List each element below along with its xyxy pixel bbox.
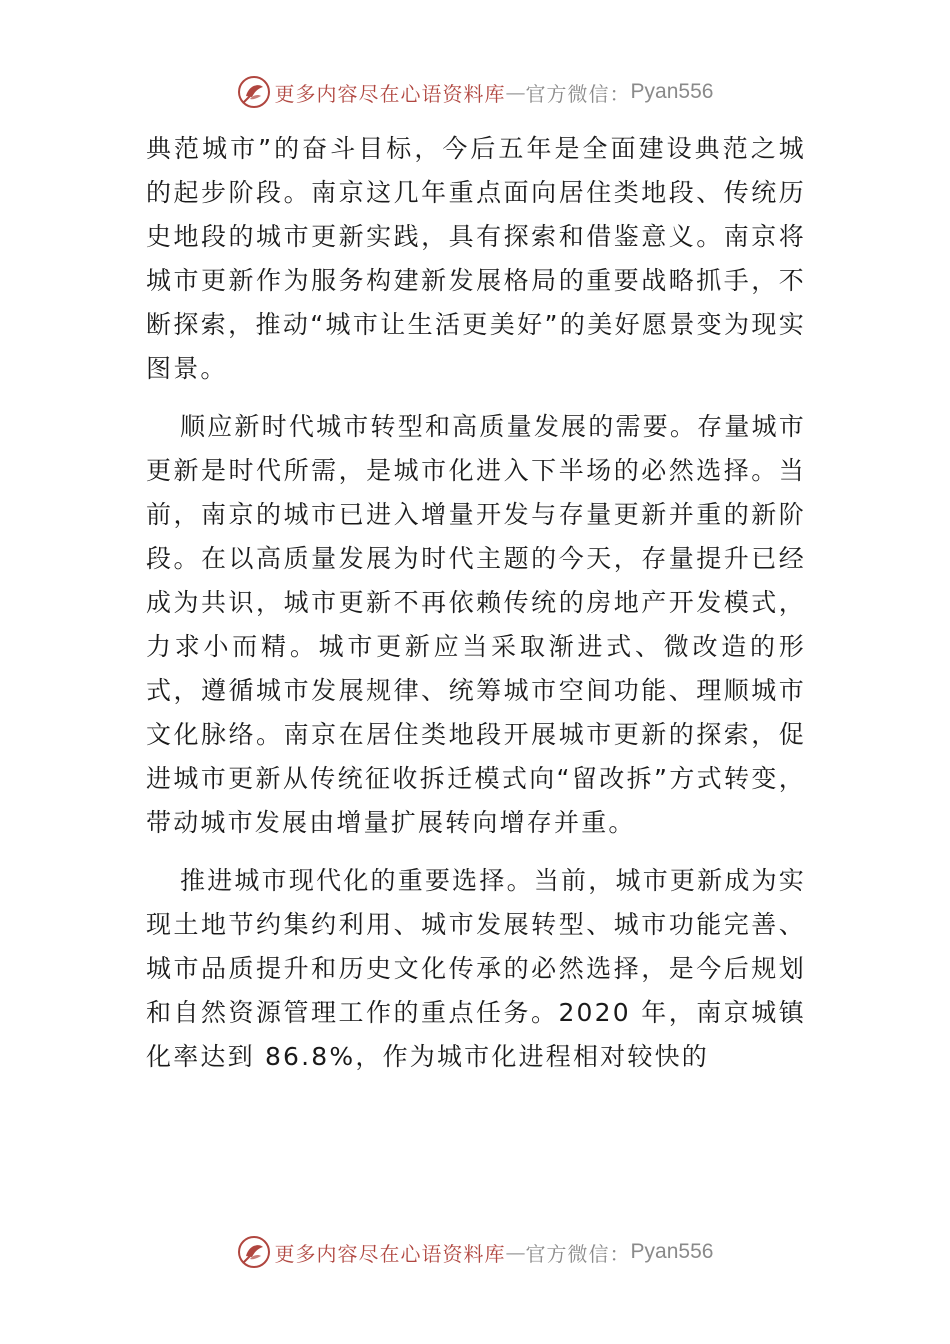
banner-wechat-id: Pyan556	[630, 1240, 714, 1263]
document-body	[146, 127, 806, 1079]
banner-wechat-label: 官方微信：	[525, 1241, 631, 1266]
banner-main-text: 更多内容尽在心语资料库	[274, 1241, 506, 1266]
rose-logo-icon	[237, 1235, 271, 1269]
header-banner	[0, 72, 950, 112]
paragraph-2: 顺应新时代城市转型和高质量发展的需要。存量城市更新是时代所需，是城市化进入下半场的必然选择。当前，南京的城市已进入增量开发与存量更新并重的新阶段。在以高质量发展为时代主题的今天，存量提升已经成为共识，城市更新不再依赖传统的房地产开发模式，力求小而精。城市更新应当采取渐进式、微改造的形式，遵循城市发展规律、统筹城市空间功能、理顺城市文化脉络。南京在居住类地段开展城市更新的探索，促进城市更新从传统征收拆迁模式向“留改拆”方式转变，带动城市发展由增量扩展转向增存并重。	[146, 412, 806, 837]
banner-separator: —	[505, 1240, 526, 1264]
paragraph-3: 推进城市现代化的重要选择。当前，城市更新成为实现土地节约集约利用、城市发展转型、城市功能完善、城市品质提升和历史文化传承的必然选择，是今后规划和自然资源管理工作的重点任务。2020 年，南京城镇化率达到 86.8%，作为城市化进程相对较快的	[146, 866, 806, 1071]
banner-separator: —	[505, 80, 526, 104]
footer-banner	[0, 1232, 950, 1272]
paragraph-1: 典范城市”的奋斗目标，今后五年是全面建设典范之城的起步阶段。南京这几年重点面向居住类地段、传统历史地段的城市更新实践，具有探索和借鉴意义。南京将城市更新作为服务构建新发展格局的重要战略抓手，不断探索，推动“城市让生活更美好”的美好愿景变为现实图景。	[146, 134, 806, 383]
banner-main-text: 更多内容尽在心语资料库	[274, 81, 506, 106]
rose-logo-icon	[237, 75, 271, 109]
banner-wechat-label: 官方微信：	[525, 81, 631, 106]
banner-wechat-id: Pyan556	[630, 80, 714, 103]
